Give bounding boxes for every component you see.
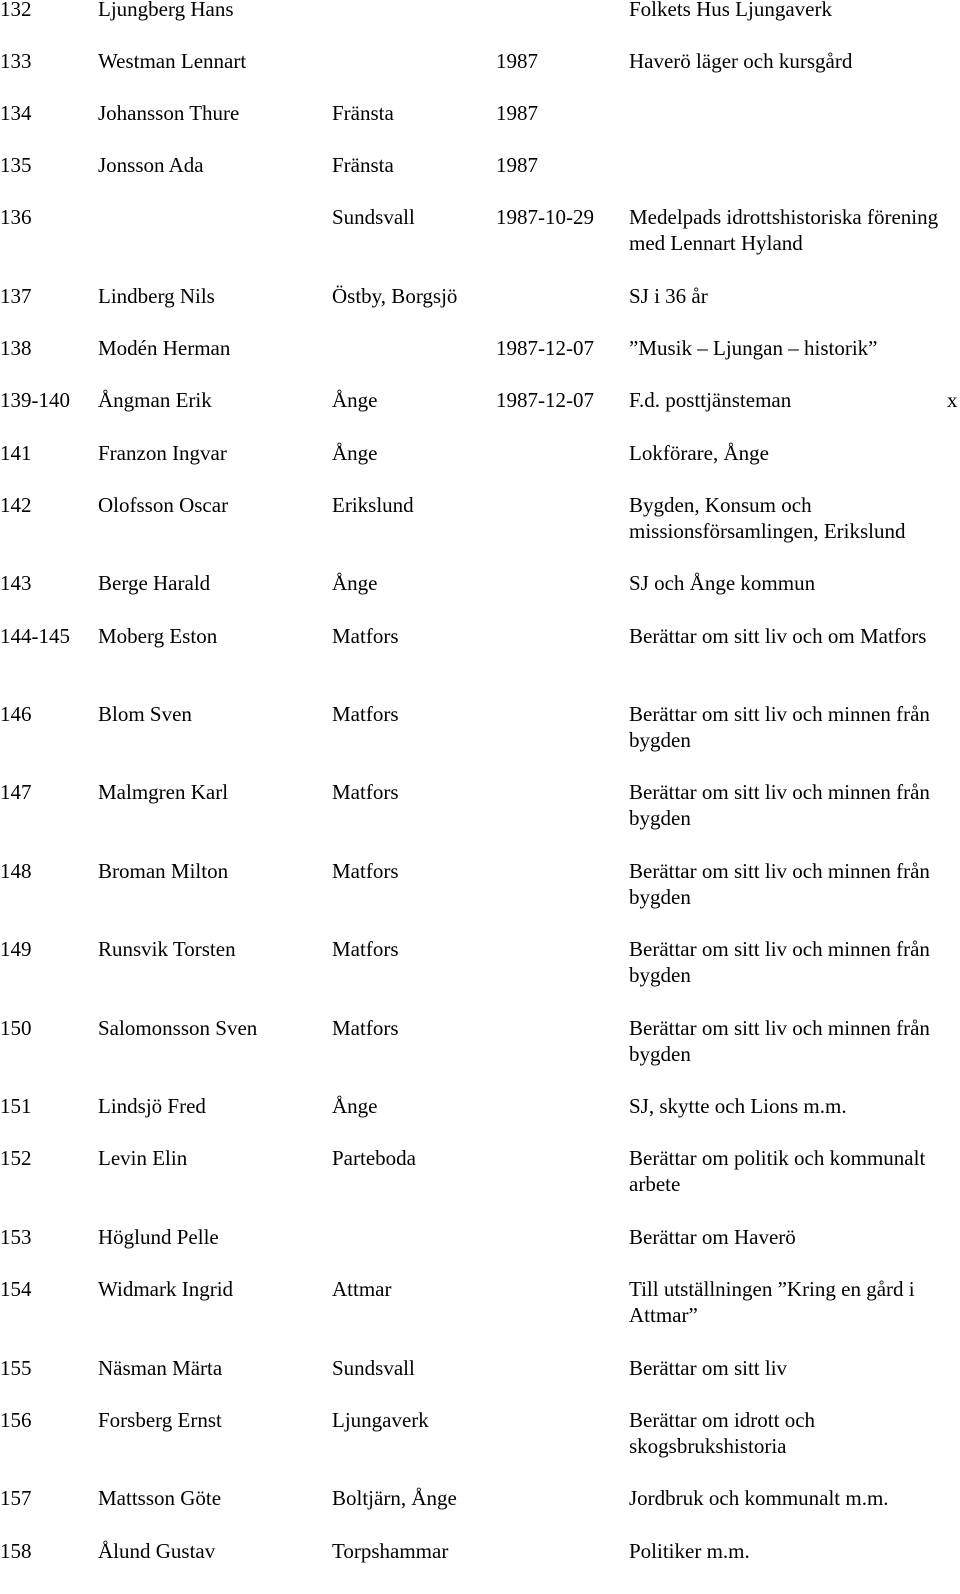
person-name: Widmark Ingrid (98, 1277, 234, 1301)
table-row (0, 284, 960, 339)
topic: Berättar om idrott och skogsbrukshistoria (629, 1408, 816, 1458)
recording-date: 1987-10-29 (496, 205, 594, 229)
place: Matfors (332, 780, 399, 804)
row-number: 157 (0, 1486, 32, 1510)
table-row (0, 0, 960, 52)
row-number: 134 (0, 101, 32, 125)
row-number: 143 (0, 571, 32, 595)
topic: Medelpads idrottshistoriska förening med Lennart Hyland (629, 205, 939, 255)
table-row (0, 441, 960, 496)
person-name: Broman Milton (98, 859, 229, 883)
place: Erikslund (332, 493, 414, 517)
table-row (0, 101, 960, 156)
table-row (0, 1146, 960, 1227)
topic: Berättar om sitt liv och minnen från bygden (629, 859, 930, 909)
place: Sundsvall (332, 205, 415, 229)
table-row (0, 780, 960, 861)
person-name: Blom Sven (98, 702, 192, 726)
topic: Haverö läger och kursgård (629, 49, 853, 73)
person-name: Höglund Pelle (98, 1225, 219, 1249)
person-name: Salomonsson Sven (98, 1016, 258, 1040)
person-name: Olofsson Oscar (98, 493, 229, 517)
place: Ånge (332, 571, 378, 595)
person-name: Ålund Gustav (98, 1539, 216, 1563)
place: Attmar (332, 1277, 392, 1301)
topic: Berättar om sitt liv och om Matfors (629, 624, 927, 648)
topic: Jordbruk och kommunalt m.m. (629, 1486, 889, 1510)
topic: Folkets Hus Ljungaverk (629, 0, 832, 21)
row-number: 153 (0, 1225, 32, 1249)
table-row (0, 153, 960, 208)
topic: Berättar om politik och kommunalt arbete (629, 1146, 926, 1196)
table-row (0, 336, 960, 391)
person-name: Berge Harald (98, 571, 211, 595)
place: Parteboda (332, 1146, 416, 1170)
topic: Politiker m.m. (629, 1539, 750, 1563)
table-row (0, 1486, 960, 1541)
row-number: 155 (0, 1356, 32, 1380)
row-number: 136 (0, 205, 32, 229)
table-row (0, 624, 960, 705)
person-name: Jonsson Ada (98, 153, 204, 177)
person-name: Malmgren Karl (98, 780, 229, 804)
table-row (0, 702, 960, 783)
person-name: Runsvik Torsten (98, 937, 236, 961)
recording-date: 1987 (496, 49, 538, 73)
recording-date: 1987 (496, 101, 538, 125)
person-name: Westman Lennart (98, 49, 247, 73)
person-name: Näsman Märta (98, 1356, 223, 1380)
table-row (0, 571, 960, 626)
topic: ”Musik – Ljungan – historik” (629, 336, 878, 360)
place: Fränsta (332, 101, 394, 125)
place: Ånge (332, 388, 378, 412)
recording-date: 1987 (496, 153, 538, 177)
topic: Berättar om Haverö (629, 1225, 796, 1249)
table-row (0, 1016, 960, 1097)
row-number: 139-140 (0, 388, 70, 412)
row-number: 133 (0, 49, 32, 73)
table-row (0, 1539, 960, 1594)
person-name: Modén Herman (98, 336, 231, 360)
row-number: 148 (0, 859, 32, 883)
person-name: Ångman Erik (98, 388, 212, 412)
topic: SJ och Ånge kommun (629, 571, 816, 595)
row-number: 154 (0, 1277, 32, 1301)
table-row (0, 937, 960, 1018)
topic: Berättar om sitt liv och minnen från bygden (629, 702, 930, 752)
topic: Till utställningen ”Kring en gård i Attmar” (629, 1277, 915, 1327)
table-row (0, 1356, 960, 1411)
row-number: 147 (0, 780, 32, 804)
row-number: 152 (0, 1146, 32, 1170)
topic: Berättar om sitt liv och minnen från bygden (629, 1016, 930, 1066)
person-name: Franzon Ingvar (98, 441, 227, 465)
row-number: 156 (0, 1408, 32, 1432)
person-name: Ljungberg Hans (98, 0, 234, 21)
row-number: 158 (0, 1539, 32, 1563)
table-row (0, 1225, 960, 1280)
table-row (0, 388, 960, 443)
place: Sundsvall (332, 1356, 415, 1380)
place: Ljungaverk (332, 1408, 429, 1432)
row-number: 132 (0, 0, 32, 21)
mark: x (947, 388, 958, 412)
person-name: Johansson Thure (98, 101, 240, 125)
place: Matfors (332, 702, 399, 726)
place: Boltjärn, Ånge (332, 1486, 457, 1510)
topic: F.d. posttjänsteman (629, 388, 792, 412)
person-name: Moberg Eston (98, 624, 218, 648)
recording-date: 1987-12-07 (496, 388, 594, 412)
row-number: 151 (0, 1094, 32, 1118)
place: Torpshammar (332, 1539, 449, 1563)
place: Fränsta (332, 153, 394, 177)
place: Ånge (332, 1094, 378, 1118)
table-row (0, 1094, 960, 1149)
person-name: Mattsson Göte (98, 1486, 222, 1510)
table-row (0, 1408, 960, 1489)
topic: Berättar om sitt liv och minnen från bygden (629, 780, 930, 830)
topic: Berättar om sitt liv och minnen från bygden (629, 937, 930, 987)
row-number: 150 (0, 1016, 32, 1040)
person-name: Forsberg Ernst (98, 1408, 222, 1432)
topic: SJ, skytte och Lions m.m. (629, 1094, 847, 1118)
topic: Bygden, Konsum och missionsförsamlingen, Erikslund (629, 493, 906, 543)
row-number: 142 (0, 493, 32, 517)
person-name: Lindsjö Fred (98, 1094, 206, 1118)
row-number: 144-145 (0, 624, 70, 648)
place: Matfors (332, 937, 399, 961)
topic: Berättar om sitt liv (629, 1356, 788, 1380)
row-number: 137 (0, 284, 32, 308)
topic: Lokförare, Ånge (629, 441, 769, 465)
table-row (0, 49, 960, 104)
recording-date: 1987-12-07 (496, 336, 594, 360)
place: Östby, Borgsjö (332, 284, 458, 308)
row-number: 141 (0, 441, 32, 465)
table-row (0, 859, 960, 940)
topic: SJ i 36 år (629, 284, 708, 308)
table-row (0, 493, 960, 574)
row-number: 138 (0, 336, 32, 360)
place: Ånge (332, 441, 378, 465)
row-number: 146 (0, 702, 32, 726)
place: Matfors (332, 859, 399, 883)
table-row (0, 1277, 960, 1358)
row-number: 149 (0, 937, 32, 961)
table-row (0, 205, 960, 286)
place: Matfors (332, 624, 399, 648)
person-name: Lindberg Nils (98, 284, 215, 308)
person-name: Levin Elin (98, 1146, 188, 1170)
place: Matfors (332, 1016, 399, 1040)
row-number: 135 (0, 153, 32, 177)
